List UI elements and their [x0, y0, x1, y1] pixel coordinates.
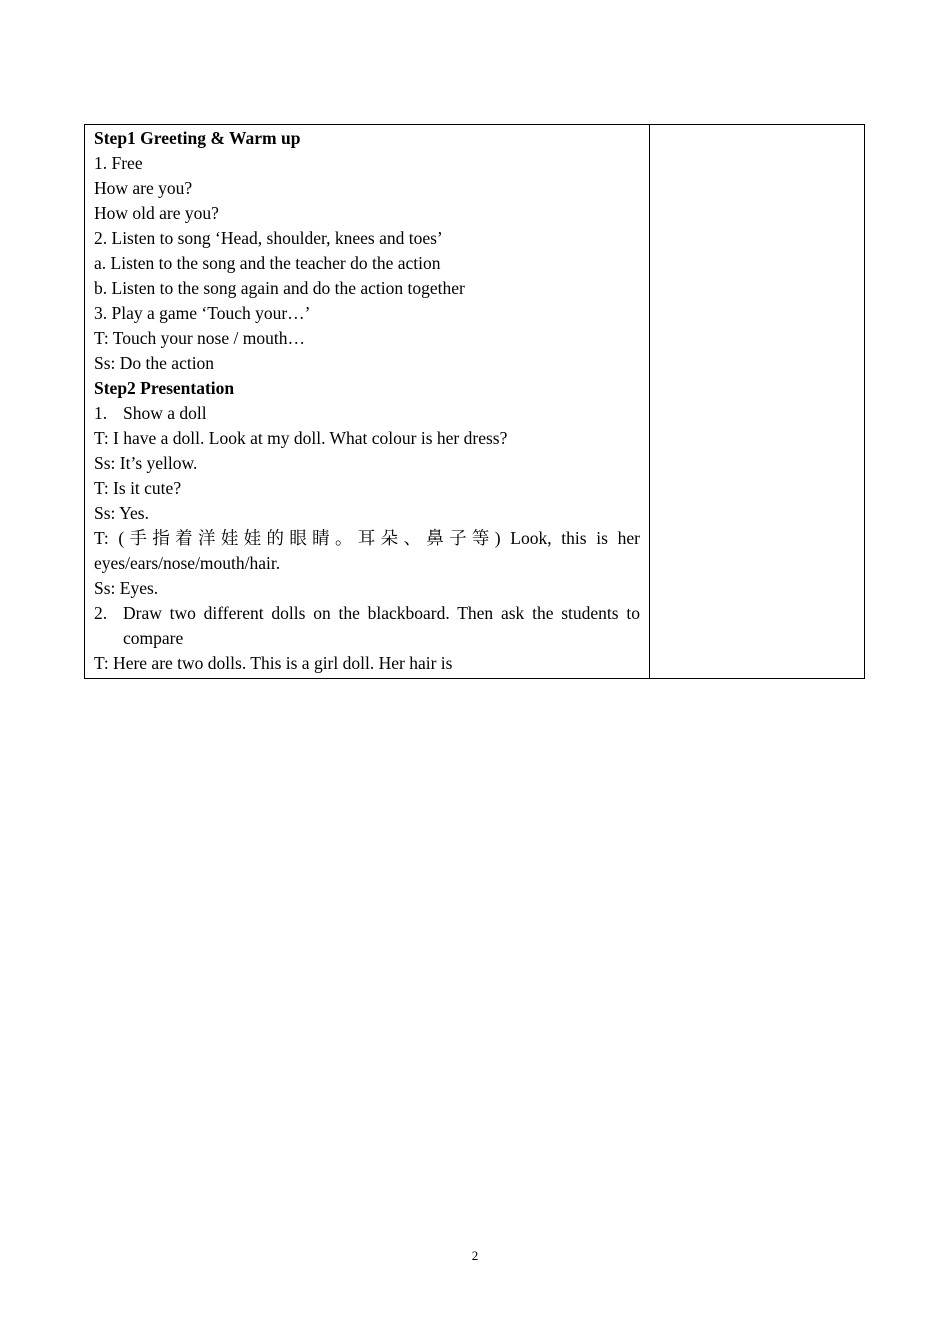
table-row: [85, 125, 865, 679]
procedure-cell: [85, 125, 650, 679]
step1-line: a. Listen to the song and the teacher do the action: [94, 253, 441, 273]
step2-line: Ss: Eyes.: [94, 578, 159, 598]
step1-heading: Step1 Greeting & Warm up: [94, 128, 301, 148]
step2-line: T: Is it cute?: [94, 478, 182, 498]
list-text: Show a doll: [123, 403, 207, 423]
step1-line: 3. Play a game ‘Touch your…’: [94, 303, 311, 323]
step1-line: Ss: Do the action: [94, 353, 215, 373]
step2-heading: Step2 Presentation: [94, 378, 235, 398]
list-text: Draw two different dolls on the blackboard. Then ask the students to compare: [123, 603, 640, 648]
numbered-list-item: [94, 401, 640, 426]
step2-line: T: I have a doll. Look at my doll. What colour is her dress?: [94, 428, 508, 448]
page-number: 2: [471, 1248, 479, 1263]
step1-line: How old are you?: [94, 203, 219, 223]
step1-line: 2. Listen to song ‘Head, shoulder, knees and toes’: [94, 228, 443, 248]
step1-line: 1. Free: [94, 153, 143, 173]
step1-line: How are you?: [94, 178, 193, 198]
step2-line: Ss: Yes.: [94, 503, 149, 523]
numbered-list-item: [94, 601, 640, 651]
lesson-plan-table: [84, 124, 865, 679]
step1-line: b. Listen to the song again and do the action together: [94, 278, 465, 298]
step2-pointing-paragraph: T: (手指着洋娃娃的眼睛。耳朵、鼻子等) Look, this is her eyes/ears/nose/mouth/hair.: [94, 528, 640, 573]
step2-line: T: Here are two dolls. This is a girl doll. Her hair is: [94, 653, 453, 673]
list-number: 1.: [94, 403, 108, 423]
notes-cell: [650, 125, 865, 679]
list-number: 2.: [94, 603, 108, 623]
step1-line: T: Touch your nose / mouth…: [94, 328, 305, 348]
step2-line: Ss: It’s yellow.: [94, 453, 198, 473]
